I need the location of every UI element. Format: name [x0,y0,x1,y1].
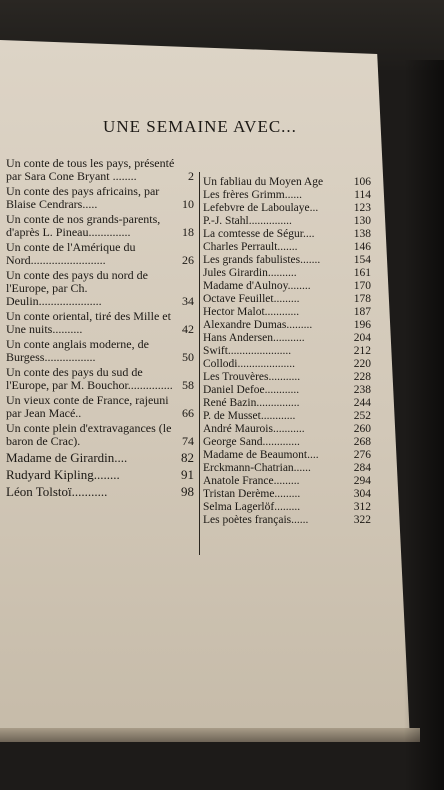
toc-entry [6,450,194,465]
toc-entry-page: 212 [353,344,371,357]
toc-entry-page: 34 [182,294,194,308]
toc-entry [203,203,371,215]
toc-entry [203,255,371,267]
toc-entry-title: Collodi.................... [203,357,296,370]
toc-entry [203,424,371,436]
toc-entry-title: Erckmann-Chatrian...... [203,461,311,474]
toc-entry [6,366,194,392]
toc-right-column [203,177,371,528]
toc-entry [203,359,371,371]
toc-entry-page: 10 [182,197,194,211]
toc-entry-title: Madame de Beaumont.... [203,448,319,461]
toc-entry [203,437,371,449]
toc-entry [203,463,371,475]
toc-entry-title: Octave Feuillet......... [203,292,300,305]
toc-entry-title: Un conte de l'Amérique du Nord......................... [6,240,136,267]
toc-entry-page: 196 [353,318,371,331]
toc-entry-page: 50 [182,350,194,364]
toc-entry-title: Un conte de nos grands-parents, d'après L. Pineau.............. [6,212,161,239]
toc-entry-title: Tristan Derème......... [203,487,301,500]
toc-entry [203,346,371,358]
toc-entry [203,450,371,462]
toc-entry [203,307,371,319]
page-heading: UNE SEMAINE AVEC... [103,117,297,136]
toc-entry-page: 123 [353,201,371,214]
toc-entry [203,372,371,384]
toc-entry-title: Un conte des pays africains, par Blaise Cendrars..... [6,184,160,211]
toc-entry [203,333,371,345]
toc-entry [6,213,194,239]
toc-entry-page: 154 [353,253,371,266]
toc-entry-page: 204 [353,331,371,344]
toc-entry-page: 106 [353,176,371,188]
toc-entry-page: 322 [353,513,371,526]
toc-entry [6,422,194,448]
toc-entry-title: Léon Tolstoï........... [6,484,108,499]
toc-entry-title: Charles Perrault....... [203,240,298,253]
toc-entry-title: Les Trouvères........... [203,370,301,383]
toc-entry-title: Les poètes français...... [203,513,309,526]
toc-entry [203,320,371,332]
toc-entry [203,242,371,254]
toc-entry-page: 284 [353,461,371,474]
toc-entry-title: Un conte plein d'extravagances (le baron de Crac). [6,421,172,448]
toc-entry-page: 130 [353,214,371,227]
toc-entry-page: 238 [353,383,371,396]
toc-entry-title: Les frères Grimm...... [203,188,302,201]
toc-entry [6,467,194,482]
toc-entry-title: Un conte anglais moderne, de Burgess................. [6,337,149,364]
toc-entry-page: 276 [353,448,371,461]
toc-entry-title: Un vieux conte de France, rajeuni par Jean Macé.. [6,393,169,420]
toc-entry-page: 2 [188,169,194,183]
toc-entry-page: 187 [353,305,371,318]
toc-entry-page: 58 [182,378,194,392]
toc-entry [6,185,194,211]
column-divider [199,172,200,555]
toc-entry-title: René Bazin............... [203,396,300,409]
toc-entry [203,411,371,423]
toc-entry [203,489,371,501]
toc-entry-title: Selma Lagerlöf......... [203,500,301,513]
toc-entry-page: 26 [182,253,194,267]
toc-entry-page: 66 [182,406,194,420]
toc-entry-title: Un fabliau du Moyen Age [203,176,324,188]
toc-entry [203,398,371,410]
toc-entry-page: 244 [353,396,371,409]
toc-entry-title: La comtesse de Ségur.... [203,227,315,240]
toc-entry [6,338,194,364]
toc-entry [203,502,371,514]
toc-entry [203,216,371,228]
toc-entry-title: Madame d'Aulnoy........ [203,279,311,292]
toc-entry-page: 161 [353,266,371,279]
toc-entry [203,281,371,293]
toc-entry-page: 98 [181,484,194,499]
toc-entry [6,269,194,308]
toc-entry [203,177,371,189]
toc-entry [6,394,194,420]
toc-entry-title: P.-J. Stahl............... [203,214,292,227]
toc-entry-page: 268 [353,435,371,448]
toc-entry-page: 18 [182,225,194,239]
toc-entry-title: Madame de Girardin.... [6,450,128,465]
toc-entry-title: Un conte des pays du nord de l'Europe, par Ch. Deulin..................... [6,268,148,308]
toc-entry-title: Les grands fabulistes....... [203,253,321,266]
toc-entry [6,310,194,336]
toc-entry-page: 294 [353,474,371,487]
toc-entry-title: Lefebvre de Laboulaye... [203,201,319,214]
toc-entry-page: 82 [181,450,194,465]
toc-entry [203,190,371,202]
toc-entry [6,241,194,267]
toc-entry-page: 260 [353,422,371,435]
toc-entry-title: P. de Musset............ [203,409,296,422]
toc-entry-page: 228 [353,370,371,383]
toc-entry [203,385,371,397]
toc-entry [203,294,371,306]
toc-entry-page: 138 [353,227,371,240]
toc-entry-page: 170 [353,279,371,292]
toc-entry [6,157,194,183]
toc-entry-title: Un conte des pays du sud de l'Europe, par M. Bouchor............... [6,365,173,392]
toc-entry-title: Rudyard Kipling........ [6,467,120,482]
toc-left-column [6,157,194,501]
toc-entry-page: 42 [182,322,194,336]
toc-entry-page: 178 [353,292,371,305]
toc-entry-page: 146 [353,240,371,253]
toc-entry-page: 304 [353,487,371,500]
toc-entry-title: Un conte de tous les pays, présenté par Sara Cone Bryant ........ [6,156,175,183]
toc-entry-page: 74 [182,434,194,448]
toc-entry-page: 312 [353,500,371,513]
toc-entry-title: Alexandre Dumas......... [203,318,313,331]
toc-entry-page: 114 [354,188,371,201]
toc-entry-title: André Maurois........... [203,422,305,435]
toc-entry-title: Jules Girardin.......... [203,266,297,279]
page-edge [0,728,420,742]
toc-entry-title: Swift...................... [203,344,292,357]
toc-entry-page: 220 [353,357,371,370]
toc-entry-title: Anatole France......... [203,474,300,487]
toc-entry-title: George Sand............. [203,435,300,448]
toc-entry-page: 91 [181,467,194,482]
toc-entry [203,229,371,241]
toc-entry [203,476,371,488]
spine-shadow [404,60,444,790]
toc-entry-title: Daniel Defoe............ [203,383,300,396]
toc-entry [203,515,371,527]
toc-entry-title: Hans Andersen........... [203,331,305,344]
toc-entry [6,484,194,499]
toc-entry-title: Hector Malot............ [203,305,300,318]
toc-entry [203,268,371,280]
toc-entry-page: 252 [353,409,371,422]
toc-entry-title: Un conte oriental, tiré des Mille et Une nuits.......... [6,309,171,336]
